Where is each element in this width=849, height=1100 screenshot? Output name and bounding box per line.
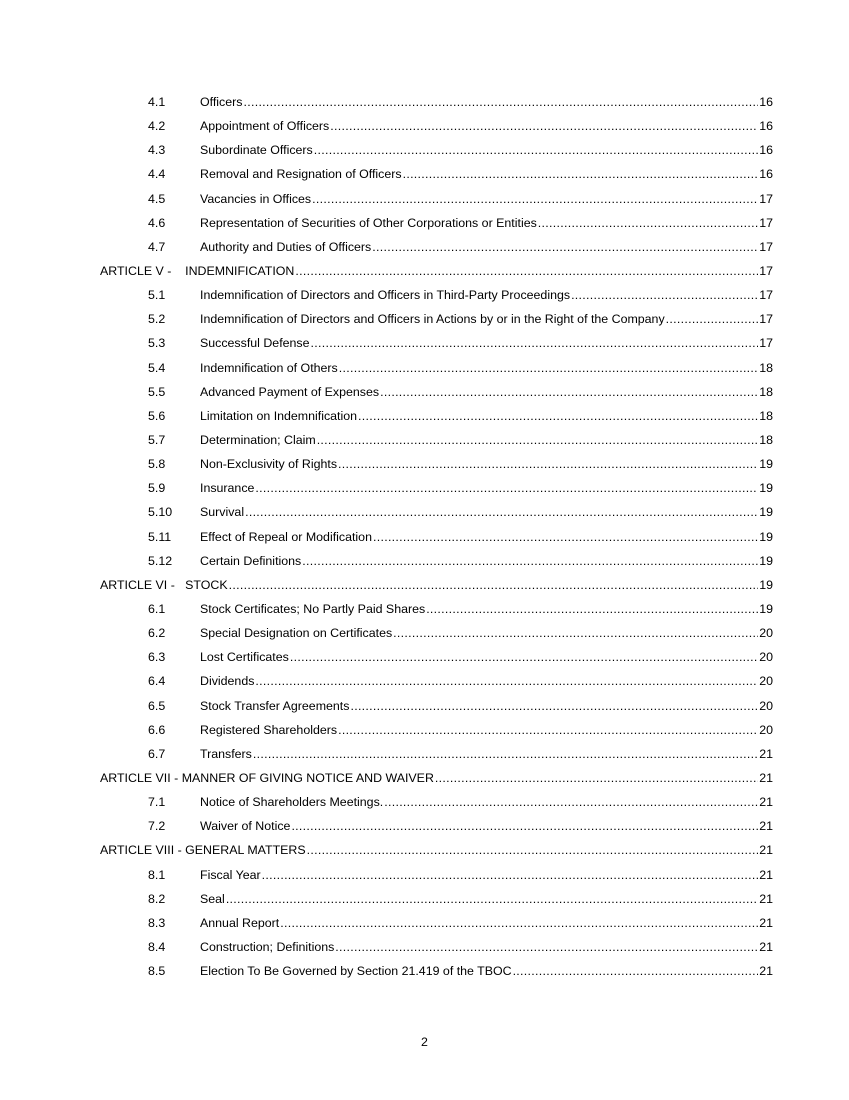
- toc-entry: [200, 793, 773, 811]
- toc-section-row[interactable]: [100, 793, 773, 817]
- toc-section-title: Waiver of Notice: [200, 819, 291, 834]
- toc-section-title: Certain Definitions: [200, 553, 302, 568]
- toc-page-number: 19: [759, 577, 773, 592]
- toc-article-title: ARTICLE VI - STOCK: [100, 577, 228, 592]
- toc-section-row[interactable]: [100, 407, 773, 431]
- toc-section-row[interactable]: [100, 117, 773, 141]
- dot-leader: [338, 455, 758, 473]
- toc-section-row[interactable]: [100, 165, 773, 189]
- toc-entry: [100, 769, 773, 787]
- toc-section-title: Subordinate Officers: [200, 143, 313, 158]
- dot-leader: [290, 648, 758, 666]
- toc-entry: [200, 866, 773, 884]
- toc-section-row[interactable]: [100, 697, 773, 721]
- toc-page-number: 21: [759, 964, 773, 979]
- toc-section-number: 6.5: [148, 698, 166, 713]
- toc-section-number: 5.6: [148, 408, 166, 423]
- toc-section-number: 8.4: [148, 939, 166, 954]
- toc-section-row[interactable]: [100, 310, 773, 334]
- dot-leader: [358, 407, 758, 425]
- toc-section-row[interactable]: [100, 286, 773, 310]
- toc-entry: [200, 407, 773, 425]
- toc-entry: [200, 962, 773, 980]
- dot-leader: [291, 817, 758, 835]
- toc-entry: [200, 552, 773, 570]
- toc-page-number: 19: [759, 457, 773, 472]
- toc-entry: [200, 190, 773, 208]
- dot-leader: [380, 383, 758, 401]
- toc-entry: [200, 600, 773, 618]
- toc-section-number: 8.1: [148, 867, 166, 882]
- table-of-contents: [100, 93, 773, 986]
- toc-section-row[interactable]: [100, 359, 773, 383]
- toc-page-number: 19: [759, 481, 773, 496]
- toc-page-number: 20: [759, 650, 773, 665]
- toc-section-number: 5.3: [148, 336, 166, 351]
- toc-entry: [200, 528, 773, 546]
- toc-section-number: 5.4: [148, 360, 166, 375]
- toc-entry: [200, 359, 773, 377]
- toc-section-row[interactable]: [100, 238, 773, 262]
- dot-leader: [314, 141, 758, 159]
- toc-entry: [200, 503, 773, 521]
- toc-entry: [200, 286, 773, 304]
- toc-entry: [100, 841, 773, 859]
- toc-page-number: 21: [759, 746, 773, 761]
- toc-section-row[interactable]: [100, 890, 773, 914]
- toc-article-title: ARTICLE VIII - GENERAL MATTERS: [100, 843, 306, 858]
- toc-article-row[interactable]: [100, 576, 773, 600]
- dot-leader: [229, 576, 759, 594]
- toc-section-row[interactable]: [100, 745, 773, 769]
- toc-section-row[interactable]: [100, 383, 773, 407]
- dot-leader: [350, 697, 758, 715]
- toc-section-number: 6.1: [148, 601, 166, 616]
- toc-section-title: Notice of Shareholders Meetings.: [200, 795, 384, 810]
- dot-leader: [280, 914, 758, 932]
- dot-leader: [307, 841, 759, 859]
- toc-section-row[interactable]: [100, 528, 773, 552]
- toc-entry: [200, 938, 773, 956]
- dot-leader: [255, 672, 758, 690]
- toc-page-number: 20: [759, 722, 773, 737]
- toc-section-row[interactable]: [100, 455, 773, 479]
- toc-section-row[interactable]: [100, 190, 773, 214]
- dot-leader: [571, 286, 758, 304]
- toc-section-title: Transfers: [200, 746, 252, 761]
- toc-page-number: 17: [759, 239, 773, 254]
- toc-entry: [200, 93, 773, 111]
- toc-article-title: ARTICLE V - INDEMNIFICATION: [100, 263, 295, 278]
- toc-section-row[interactable]: [100, 503, 773, 527]
- toc-section-title: Indemnification of Directors and Officers in Third-Party Proceedings: [200, 288, 571, 303]
- toc-section-number: 4.7: [148, 239, 166, 254]
- toc-section-title: Special Designation on Certificates: [200, 626, 393, 641]
- toc-section-title: Lost Certificates: [200, 650, 289, 665]
- toc-entry: [200, 431, 773, 449]
- toc-section-title: Seal: [200, 891, 225, 906]
- toc-section-title: Determination; Claim: [200, 432, 316, 447]
- toc-entry: [100, 576, 773, 594]
- toc-section-row[interactable]: [100, 552, 773, 576]
- toc-section-row[interactable]: [100, 624, 773, 648]
- toc-entry: [200, 890, 773, 908]
- dot-leader: [384, 793, 758, 811]
- toc-section-title: Successful Defense: [200, 336, 310, 351]
- toc-section-number: 5.2: [148, 312, 166, 327]
- dot-leader: [317, 431, 759, 449]
- dot-leader: [513, 962, 759, 980]
- toc-section-number: 8.3: [148, 915, 166, 930]
- toc-section-row[interactable]: [100, 866, 773, 890]
- toc-entry: [200, 721, 773, 739]
- toc-section-title: Registered Shareholders: [200, 722, 338, 737]
- toc-page-number: 21: [759, 819, 773, 834]
- toc-page-number: 21: [759, 843, 773, 858]
- toc-page-number: 18: [759, 432, 773, 447]
- toc-section-number: 4.5: [148, 191, 166, 206]
- page-number: 2: [421, 1035, 428, 1049]
- toc-section-title: Limitation on Indemnification: [200, 408, 358, 423]
- toc-section-number: 5.12: [148, 553, 173, 568]
- toc-page-number: 19: [759, 529, 773, 544]
- dot-leader: [226, 890, 758, 908]
- dot-leader: [426, 600, 758, 618]
- toc-page-number: 20: [759, 626, 773, 641]
- toc-section-title: Non-Exclusivity of Rights: [200, 457, 338, 472]
- toc-section-number: 7.1: [148, 795, 166, 810]
- dot-leader: [538, 214, 758, 232]
- toc-section-title: Survival: [200, 505, 245, 520]
- toc-section-number: 5.11: [148, 529, 172, 544]
- toc-page-number: 19: [759, 601, 773, 616]
- toc-article-title: ARTICLE VII - MANNER OF GIVING NOTICE AND WAIVER: [100, 770, 434, 785]
- toc-section-title: Representation of Securities of Other Corporations or Entities: [200, 215, 537, 230]
- toc-page-number: 17: [759, 191, 773, 206]
- toc-section-number: 4.4: [148, 167, 166, 182]
- toc-section-number: 5.9: [148, 481, 166, 496]
- toc-page-number: 18: [759, 408, 773, 423]
- toc-entry: [200, 238, 773, 256]
- toc-entry: [200, 624, 773, 642]
- toc-entry: [200, 383, 773, 401]
- dot-leader: [338, 721, 758, 739]
- toc-section-title: Fiscal Year: [200, 867, 261, 882]
- toc-section-title: Stock Transfer Agreements: [200, 698, 350, 713]
- toc-section-number: 5.1: [148, 288, 166, 303]
- toc-page-number: 19: [759, 505, 773, 520]
- toc-section-row[interactable]: [100, 914, 773, 938]
- toc-entry: [200, 310, 773, 328]
- toc-entry: [200, 479, 773, 497]
- toc-section-title: Construction; Definitions: [200, 939, 335, 954]
- toc-page-number: 19: [759, 553, 773, 568]
- dot-leader: [245, 503, 758, 521]
- toc-page-number: 17: [759, 336, 773, 351]
- toc-section-row[interactable]: [100, 721, 773, 745]
- toc-article-row[interactable]: [100, 769, 773, 793]
- toc-page-number: 17: [759, 312, 773, 327]
- toc-page-number: 18: [759, 384, 773, 399]
- dot-leader: [339, 359, 758, 377]
- toc-article-row[interactable]: [100, 262, 773, 286]
- dot-leader: [335, 938, 758, 956]
- toc-page-number: 21: [759, 770, 773, 785]
- toc-page-number: 21: [759, 891, 773, 906]
- toc-section-title: Effect of Repeal or Modification: [200, 529, 372, 544]
- toc-section-number: 4.6: [148, 215, 166, 230]
- toc-section-row[interactable]: [100, 938, 773, 962]
- toc-entry: [200, 914, 773, 932]
- dot-leader: [255, 479, 758, 497]
- toc-entry: [200, 117, 773, 135]
- toc-section-title: Stock Certificates; No Partly Paid Shares: [200, 601, 426, 616]
- toc-section-row[interactable]: [100, 817, 773, 841]
- toc-page-number: 17: [759, 215, 773, 230]
- toc-page-number: 17: [759, 263, 773, 278]
- toc-section-row[interactable]: [100, 334, 773, 358]
- toc-section-number: 4.3: [148, 143, 166, 158]
- toc-entry: [100, 262, 773, 280]
- dot-leader: [373, 528, 758, 546]
- toc-page-number: 16: [759, 143, 773, 158]
- toc-page-number: 20: [759, 698, 773, 713]
- toc-page-number: 21: [759, 795, 773, 810]
- toc-section-number: 7.2: [148, 819, 166, 834]
- toc-entry: [200, 214, 773, 232]
- toc-section-title: Removal and Resignation of Officers: [200, 167, 402, 182]
- toc-section-title: Appointment of Officers: [200, 119, 330, 134]
- toc-section-title: Officers: [200, 95, 243, 109]
- toc-entry: [200, 334, 773, 352]
- toc-page-number: 21: [759, 867, 773, 882]
- toc-entry: [200, 745, 773, 763]
- toc-page-number: 20: [759, 674, 773, 689]
- toc-section-title: Insurance: [200, 481, 255, 496]
- dot-leader: [295, 262, 758, 280]
- toc-page-number: 18: [759, 360, 773, 375]
- toc-page-number: 16: [759, 167, 773, 182]
- toc-section-row[interactable]: [100, 962, 773, 986]
- toc-section-number: 6.4: [148, 674, 166, 689]
- toc-section-title: Advanced Payment of Expenses: [200, 384, 380, 399]
- toc-section-title: Indemnification of Directors and Officers in Actions by or in the Right of the Company: [200, 312, 665, 327]
- toc-section-row[interactable]: [100, 141, 773, 165]
- dot-leader: [403, 165, 759, 183]
- dot-leader: [311, 334, 759, 352]
- toc-article-row[interactable]: [100, 841, 773, 865]
- toc-section-number: 5.10: [148, 505, 173, 520]
- dot-leader: [393, 624, 758, 642]
- toc-page-number: 21: [759, 939, 773, 954]
- toc-section-number: 5.5: [148, 384, 166, 399]
- dot-leader: [243, 93, 758, 111]
- toc-section-title: Dividends: [200, 674, 255, 689]
- toc-entry: [200, 648, 773, 666]
- toc-page-number: 16: [759, 119, 773, 134]
- toc-section-number: 6.3: [148, 650, 166, 665]
- toc-section-row[interactable]: [100, 600, 773, 624]
- toc-section-number: 8.2: [148, 891, 166, 906]
- toc-section-title: Vacancies in Offices: [200, 191, 312, 206]
- toc-section-number: 4.2: [148, 119, 166, 134]
- toc-entry: [200, 455, 773, 473]
- toc-entry: [200, 672, 773, 690]
- toc-section-title: Annual Report: [200, 915, 280, 930]
- dot-leader: [666, 310, 759, 328]
- dot-leader: [302, 552, 758, 570]
- toc-section-row[interactable]: [100, 648, 773, 672]
- toc-page-number: 21: [759, 915, 773, 930]
- toc-page-number: 17: [759, 288, 773, 303]
- dot-leader: [330, 117, 758, 135]
- toc-section-number: 4.1: [148, 95, 166, 109]
- toc-section-row[interactable]: [100, 431, 773, 455]
- dot-leader: [253, 745, 758, 763]
- toc-entry: [200, 817, 773, 835]
- toc-section-title: Indemnification of Others: [200, 360, 338, 375]
- toc-entry: [200, 697, 773, 715]
- toc-section-title: Authority and Duties of Officers: [200, 239, 372, 254]
- toc-section-number: 6.7: [148, 746, 166, 761]
- toc-section-number: 6.2: [148, 626, 166, 641]
- dot-leader: [435, 769, 758, 787]
- dot-leader: [262, 866, 759, 884]
- toc-entry: [200, 141, 773, 159]
- toc-section-number: 6.6: [148, 722, 166, 737]
- toc-section-row[interactable]: [100, 672, 773, 696]
- toc-page-number: 16: [759, 95, 773, 109]
- toc-entry: [200, 165, 773, 183]
- toc-section-row[interactable]: [100, 214, 773, 238]
- dot-leader: [312, 190, 758, 208]
- toc-section-number: 5.8: [148, 457, 166, 472]
- dot-leader: [372, 238, 758, 256]
- toc-section-number: 5.7: [148, 432, 166, 447]
- toc-section-row[interactable]: [100, 93, 773, 117]
- toc-section-number: 8.5: [148, 964, 166, 979]
- toc-section-row[interactable]: [100, 479, 773, 503]
- toc-section-title: Election To Be Governed by Section 21.419 of the TBOC: [200, 964, 512, 979]
